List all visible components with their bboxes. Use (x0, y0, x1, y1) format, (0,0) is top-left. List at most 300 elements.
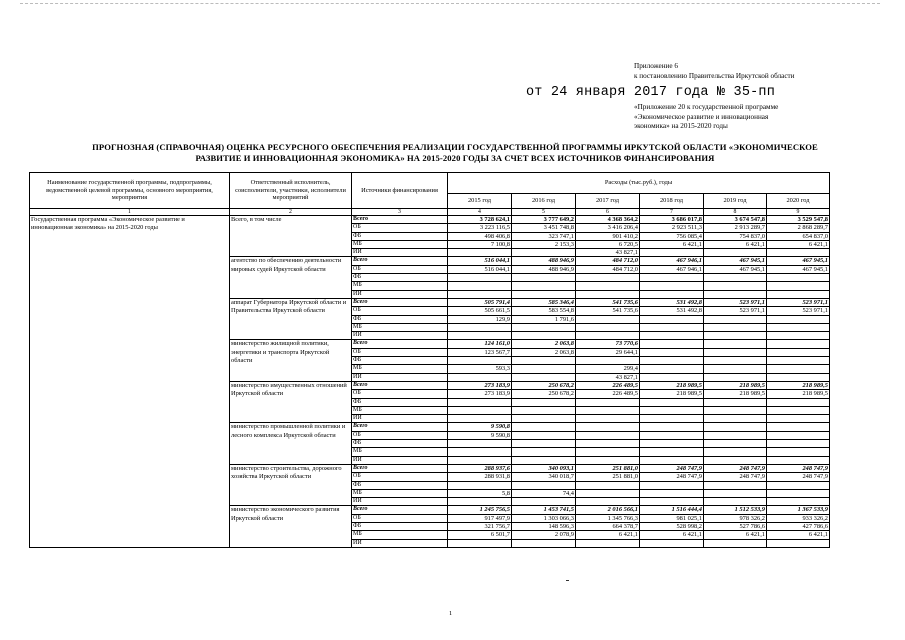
value-cell (767, 539, 830, 547)
source-cell: ИИ (352, 456, 448, 464)
value-cell (512, 398, 576, 406)
value-cell: 9 590,8 (448, 431, 512, 439)
value-cell: 467 945,1 (767, 265, 830, 273)
value-cell (512, 249, 576, 257)
value-cell (767, 323, 830, 331)
value-cell: 248 747,9 (767, 473, 830, 481)
source-cell: ФБ (352, 522, 448, 530)
source-cell: Всего (352, 298, 448, 306)
value-cell: 427 786,6 (767, 522, 830, 530)
value-cell: 484 712,0 (576, 257, 640, 265)
value-cell: 251 881,0 (576, 473, 640, 481)
value-cell: 664 378,7 (576, 522, 640, 530)
value-cell: 505 661,5 (448, 307, 512, 315)
value-cell: 531 492,8 (640, 298, 704, 306)
value-cell (767, 348, 830, 356)
column-number: 6 (576, 209, 640, 216)
value-cell: 218 989,5 (767, 390, 830, 398)
executor-cell: министерство строительства, дорожного хозяйства Иркутской области (230, 464, 352, 505)
source-cell: ОБ (352, 514, 448, 522)
value-cell: 6 421,1 (767, 240, 830, 248)
value-cell (704, 481, 767, 489)
value-cell (767, 290, 830, 298)
value-cell (512, 282, 576, 290)
value-cell: 467 946,1 (640, 257, 704, 265)
value-cell (704, 332, 767, 340)
value-cell: 583 554,8 (512, 307, 576, 315)
value-cell (576, 498, 640, 506)
value-cell: 299,4 (576, 365, 640, 373)
value-cell: 593,3 (448, 365, 512, 373)
value-cell (512, 365, 576, 373)
source-cell: ИИ (352, 290, 448, 298)
value-cell (767, 489, 830, 497)
value-cell (704, 323, 767, 331)
value-cell: 3 728 624,1 (448, 216, 512, 224)
value-cell: 73 770,6 (576, 340, 640, 348)
value-cell: 541 735,6 (576, 298, 640, 306)
value-cell: 754 837,0 (704, 232, 767, 240)
value-cell (512, 456, 576, 464)
value-cell (767, 282, 830, 290)
column-number: 8 (704, 209, 767, 216)
column-number: 4 (448, 209, 512, 216)
value-cell (576, 440, 640, 448)
decree-date-line: от 24 января 2017 года № 35-пп (526, 85, 776, 100)
value-cell (767, 249, 830, 257)
value-cell (576, 332, 640, 340)
value-cell (640, 373, 704, 381)
value-cell: 528 998,2 (640, 522, 704, 530)
source-cell: Всего (352, 381, 448, 389)
value-cell: 2 063,8 (512, 340, 576, 348)
col-header-year: 2019 год (704, 194, 767, 209)
value-cell: 523 971,1 (767, 298, 830, 306)
value-cell (704, 406, 767, 414)
value-cell: 226 489,5 (576, 381, 640, 389)
value-cell (512, 448, 576, 456)
value-cell: 467 945,1 (704, 257, 767, 265)
column-number: 5 (512, 209, 576, 216)
value-cell (448, 448, 512, 456)
value-cell (767, 498, 830, 506)
value-cell (512, 431, 576, 439)
value-cell: 123 567,7 (448, 348, 512, 356)
value-cell (640, 440, 704, 448)
value-cell (448, 332, 512, 340)
value-cell: 251 881,0 (576, 464, 640, 472)
value-cell: 6 421,1 (704, 531, 767, 539)
value-cell (448, 373, 512, 381)
value-cell (512, 481, 576, 489)
executor-cell: аппарат Губернатора Иркутской области и Правительства Иркутской области (230, 298, 352, 339)
col-header-expenses: Расходы (тыс.руб.), годы (448, 173, 830, 194)
value-cell (576, 282, 640, 290)
value-cell: 467 945,1 (767, 257, 830, 265)
value-cell (767, 315, 830, 323)
source-cell: МБ (352, 365, 448, 373)
value-cell (512, 539, 576, 547)
value-cell (640, 332, 704, 340)
value-cell (512, 274, 576, 282)
source-cell: ОБ (352, 265, 448, 273)
value-cell (640, 357, 704, 365)
value-cell: 527 786,6 (704, 522, 767, 530)
source-cell: ИИ (352, 373, 448, 381)
value-cell: 124 161,0 (448, 340, 512, 348)
source-cell: ФБ (352, 481, 448, 489)
value-cell (767, 481, 830, 489)
value-cell (512, 406, 576, 414)
value-cell: 523 971,1 (704, 298, 767, 306)
value-cell: 1 345 766,3 (576, 514, 640, 522)
value-cell (640, 481, 704, 489)
value-cell (576, 423, 640, 431)
value-cell: 6 421,1 (767, 531, 830, 539)
value-cell: 6 421,1 (576, 531, 640, 539)
value-cell: 4 368 364,2 (576, 216, 640, 224)
source-cell: ИИ (352, 249, 448, 257)
page-number: 1 (449, 610, 453, 617)
value-cell (704, 290, 767, 298)
value-cell: 523 971,1 (704, 307, 767, 315)
value-cell: 467 945,1 (704, 265, 767, 273)
value-cell: 3 451 748,8 (512, 224, 576, 232)
value-cell: 2 923 511,3 (640, 224, 704, 232)
value-cell: 3 777 649,2 (512, 216, 576, 224)
value-cell (767, 406, 830, 414)
value-cell (767, 365, 830, 373)
value-cell: 148 596,3 (512, 522, 576, 530)
value-cell: 933 326,2 (767, 514, 830, 522)
value-cell: 541 735,6 (576, 307, 640, 315)
value-cell (704, 415, 767, 423)
value-cell (448, 282, 512, 290)
value-cell: 29 644,1 (576, 348, 640, 356)
value-cell: 523 971,1 (767, 307, 830, 315)
value-cell (576, 406, 640, 414)
col-header-executor: Ответственный исполнитель, соисполнители, участники, исполнители мероприятий (230, 173, 352, 209)
value-cell (704, 456, 767, 464)
program-appendix-block (634, 103, 834, 132)
value-cell: 488 946,9 (512, 257, 576, 265)
source-cell: ФБ (352, 315, 448, 323)
value-cell (448, 539, 512, 547)
value-cell (704, 398, 767, 406)
title-line: ПРОГНОЗНАЯ (СПРАВОЧНАЯ) ОЦЕНКА РЕСУРСНОГО ОБЕСПЕЧЕНИЯ РЕАЛИЗАЦИИ ГОСУДАРСТВЕННОЙ ПРОГРАММЫ ИРКУТСКОЙ ОБЛАСТИ «ЭКОНОМИЧЕСКОЕ (92, 142, 818, 152)
col-header-year: 2015 год (448, 194, 512, 209)
value-cell: 1 512 533,9 (704, 506, 767, 514)
value-cell: 1 453 741,5 (512, 506, 576, 514)
value-cell: 6 501,7 (448, 531, 512, 539)
appendix-block (634, 62, 874, 81)
value-cell (767, 398, 830, 406)
resource-table (29, 172, 830, 548)
value-cell: 1 367 533,9 (767, 506, 830, 514)
value-cell (640, 249, 704, 257)
col-header-source: Источники финансирования (352, 173, 448, 209)
value-cell (640, 365, 704, 373)
source-cell: ОБ (352, 224, 448, 232)
value-cell (512, 440, 576, 448)
value-cell (640, 456, 704, 464)
value-cell: 1 245 756,5 (448, 506, 512, 514)
value-cell: 43 827,1 (576, 249, 640, 257)
value-cell (704, 448, 767, 456)
value-cell (576, 456, 640, 464)
column-number: 7 (640, 209, 704, 216)
value-cell (448, 456, 512, 464)
value-cell (704, 357, 767, 365)
value-cell (448, 290, 512, 298)
source-cell: ОБ (352, 431, 448, 439)
value-cell (704, 365, 767, 373)
source-cell: МБ (352, 448, 448, 456)
source-cell: МБ (352, 323, 448, 331)
value-cell (576, 539, 640, 547)
value-cell: 1 303 066,3 (512, 514, 576, 522)
program-appendix-line: «Приложение 20 к государственной программе (634, 103, 779, 111)
program-name-cell: Государственная программа «Экономическое развитие и инновационная экономика» на 2015-2020 годы (30, 216, 230, 548)
col-header-year: 2018 год (640, 194, 704, 209)
value-cell: 250 678,2 (512, 390, 576, 398)
value-cell (704, 539, 767, 547)
program-appendix-line: «Экономическое развитие и инновационная (634, 112, 769, 121)
source-cell: Всего (352, 464, 448, 472)
column-number-row (30, 209, 830, 216)
source-cell: ОБ (352, 473, 448, 481)
value-cell (767, 357, 830, 365)
value-cell (576, 431, 640, 439)
value-cell (704, 498, 767, 506)
value-cell: 248 747,9 (704, 473, 767, 481)
column-number: 3 (352, 209, 448, 216)
source-cell: ИИ (352, 332, 448, 340)
value-cell (576, 315, 640, 323)
value-cell (640, 431, 704, 439)
value-cell: 218 989,5 (767, 381, 830, 389)
value-cell: 273 183,9 (448, 390, 512, 398)
value-cell: 2 868 289,7 (767, 224, 830, 232)
value-cell (767, 440, 830, 448)
value-cell (640, 282, 704, 290)
source-cell: Всего (352, 506, 448, 514)
program-appendix-line: экономика» на 2015-2020 годы (634, 122, 728, 130)
value-cell: 248 747,9 (640, 464, 704, 472)
value-cell (448, 415, 512, 423)
value-cell (640, 423, 704, 431)
value-cell: 917 497,9 (448, 514, 512, 522)
value-cell: 981 025,1 (640, 514, 704, 522)
source-cell: Всего (352, 423, 448, 431)
value-cell (767, 456, 830, 464)
value-cell: 9 590,8 (448, 423, 512, 431)
value-cell (576, 357, 640, 365)
value-cell (704, 431, 767, 439)
value-cell: 323 747,1 (512, 232, 576, 240)
value-cell: 2 063,8 (512, 348, 576, 356)
source-cell: МБ (352, 240, 448, 248)
scan-mark (566, 580, 569, 581)
value-cell (640, 489, 704, 497)
executor-cell: агентство по обеспечению деятельности мировых судей Иркутской области (230, 257, 352, 298)
value-cell: 654 837,0 (767, 232, 830, 240)
source-cell: ФБ (352, 274, 448, 282)
source-cell: ИИ (352, 539, 448, 547)
value-cell (576, 415, 640, 423)
value-cell: 273 183,9 (448, 381, 512, 389)
value-cell (767, 373, 830, 381)
value-cell: 218 989,5 (640, 381, 704, 389)
source-cell: ИИ (352, 415, 448, 423)
appendix-line: к постановлению Правительства Иркутской области (634, 71, 795, 80)
value-cell (448, 440, 512, 448)
value-cell (576, 323, 640, 331)
executor-cell: министерство экономического развития Иркутской области (230, 506, 352, 547)
value-cell (704, 423, 767, 431)
value-cell (576, 448, 640, 456)
value-cell: 248 747,9 (704, 464, 767, 472)
source-cell: Всего (352, 340, 448, 348)
value-cell: 498 406,8 (448, 232, 512, 240)
value-cell: 218 989,5 (640, 390, 704, 398)
source-cell: ОБ (352, 307, 448, 315)
source-cell: ФБ (352, 232, 448, 240)
value-cell: 585 346,4 (512, 298, 576, 306)
value-cell: 6 720,5 (576, 240, 640, 248)
value-cell: 248 747,9 (767, 464, 830, 472)
col-header-year: 2020 год (767, 194, 830, 209)
col-header-program: Наименование государственной программы, подпрограммы, ведомственной целевой программы, основного мероприятия, мероприятия (30, 173, 230, 209)
value-cell: 74,4 (512, 489, 576, 497)
value-cell: 516 044,1 (448, 265, 512, 273)
value-cell: 901 410,2 (576, 232, 640, 240)
value-cell: 3 223 116,5 (448, 224, 512, 232)
source-cell: МБ (352, 489, 448, 497)
value-cell (767, 448, 830, 456)
value-cell (640, 290, 704, 298)
column-number: 2 (230, 209, 352, 216)
value-cell (640, 498, 704, 506)
table-row (30, 216, 830, 224)
value-cell (640, 539, 704, 547)
value-cell: 3 674 547,8 (704, 216, 767, 224)
value-cell (640, 406, 704, 414)
value-cell (704, 249, 767, 257)
value-cell (512, 415, 576, 423)
source-cell: Всего (352, 257, 448, 265)
value-cell (512, 332, 576, 340)
executor-cell: министерство имущественных отношений Иркутской области (230, 381, 352, 422)
value-cell (448, 274, 512, 282)
value-cell: 6 421,1 (640, 531, 704, 539)
value-cell (576, 481, 640, 489)
value-cell (767, 423, 830, 431)
value-cell (767, 431, 830, 439)
value-cell: 1 516 444,4 (640, 506, 704, 514)
value-cell: 978 326,2 (704, 514, 767, 522)
value-cell (640, 415, 704, 423)
value-cell (640, 274, 704, 282)
source-cell: ИИ (352, 498, 448, 506)
source-cell: Всего (352, 216, 448, 224)
value-cell (704, 373, 767, 381)
value-cell (576, 489, 640, 497)
value-cell: 129,9 (448, 315, 512, 323)
value-cell: 2 016 566,1 (576, 506, 640, 514)
column-number: 1 (30, 209, 230, 216)
value-cell: 218 989,5 (704, 390, 767, 398)
value-cell (448, 323, 512, 331)
executor-cell: Всего, в том числе (230, 216, 352, 257)
source-cell: МБ (352, 406, 448, 414)
value-cell (448, 406, 512, 414)
value-cell (576, 398, 640, 406)
value-cell (512, 498, 576, 506)
value-cell (767, 340, 830, 348)
value-cell (512, 373, 576, 381)
value-cell: 3 529 547,8 (767, 216, 830, 224)
value-cell: 340 093,1 (512, 464, 576, 472)
value-cell (448, 498, 512, 506)
value-cell: 43 827,1 (576, 373, 640, 381)
value-cell (576, 290, 640, 298)
value-cell (767, 415, 830, 423)
value-cell (448, 398, 512, 406)
value-cell (704, 274, 767, 282)
value-cell: 248 747,9 (640, 473, 704, 481)
value-cell (767, 274, 830, 282)
value-cell: 2 913 289,7 (704, 224, 767, 232)
executor-cell: министерство жилищной политики, энергетики и транспорта Иркутской области (230, 340, 352, 381)
value-cell (704, 282, 767, 290)
source-cell: ОБ (352, 390, 448, 398)
value-cell: 288 931,8 (448, 473, 512, 481)
value-cell: 321 756,7 (448, 522, 512, 530)
value-cell: 756 085,4 (640, 232, 704, 240)
value-cell: 3 416 206,4 (576, 224, 640, 232)
value-cell: 226 489,5 (576, 390, 640, 398)
value-cell: 516 044,1 (448, 257, 512, 265)
value-cell: 531 492,8 (640, 307, 704, 315)
value-cell: 467 946,1 (640, 265, 704, 273)
value-cell (576, 274, 640, 282)
value-cell (767, 332, 830, 340)
column-number: 9 (767, 209, 830, 216)
value-cell: 488 946,9 (512, 265, 576, 273)
value-cell (704, 348, 767, 356)
value-cell (448, 357, 512, 365)
value-cell (640, 348, 704, 356)
value-cell: 7 100,8 (448, 240, 512, 248)
value-cell: 6 421,1 (704, 240, 767, 248)
value-cell: 2 078,9 (512, 531, 576, 539)
value-cell: 218 989,5 (704, 381, 767, 389)
source-cell: ФБ (352, 398, 448, 406)
value-cell: 5,8 (448, 489, 512, 497)
value-cell (512, 290, 576, 298)
value-cell (704, 489, 767, 497)
value-cell (512, 323, 576, 331)
source-cell: ФБ (352, 440, 448, 448)
source-cell: МБ (352, 282, 448, 290)
col-header-year: 2016 год (512, 194, 576, 209)
scan-edge-line (20, 3, 880, 4)
value-cell: 484 712,0 (576, 265, 640, 273)
value-cell: 2 153,3 (512, 240, 576, 248)
executor-cell: министерство промышленной политики и лесного комплекса Иркутской области (230, 423, 352, 464)
value-cell (704, 315, 767, 323)
